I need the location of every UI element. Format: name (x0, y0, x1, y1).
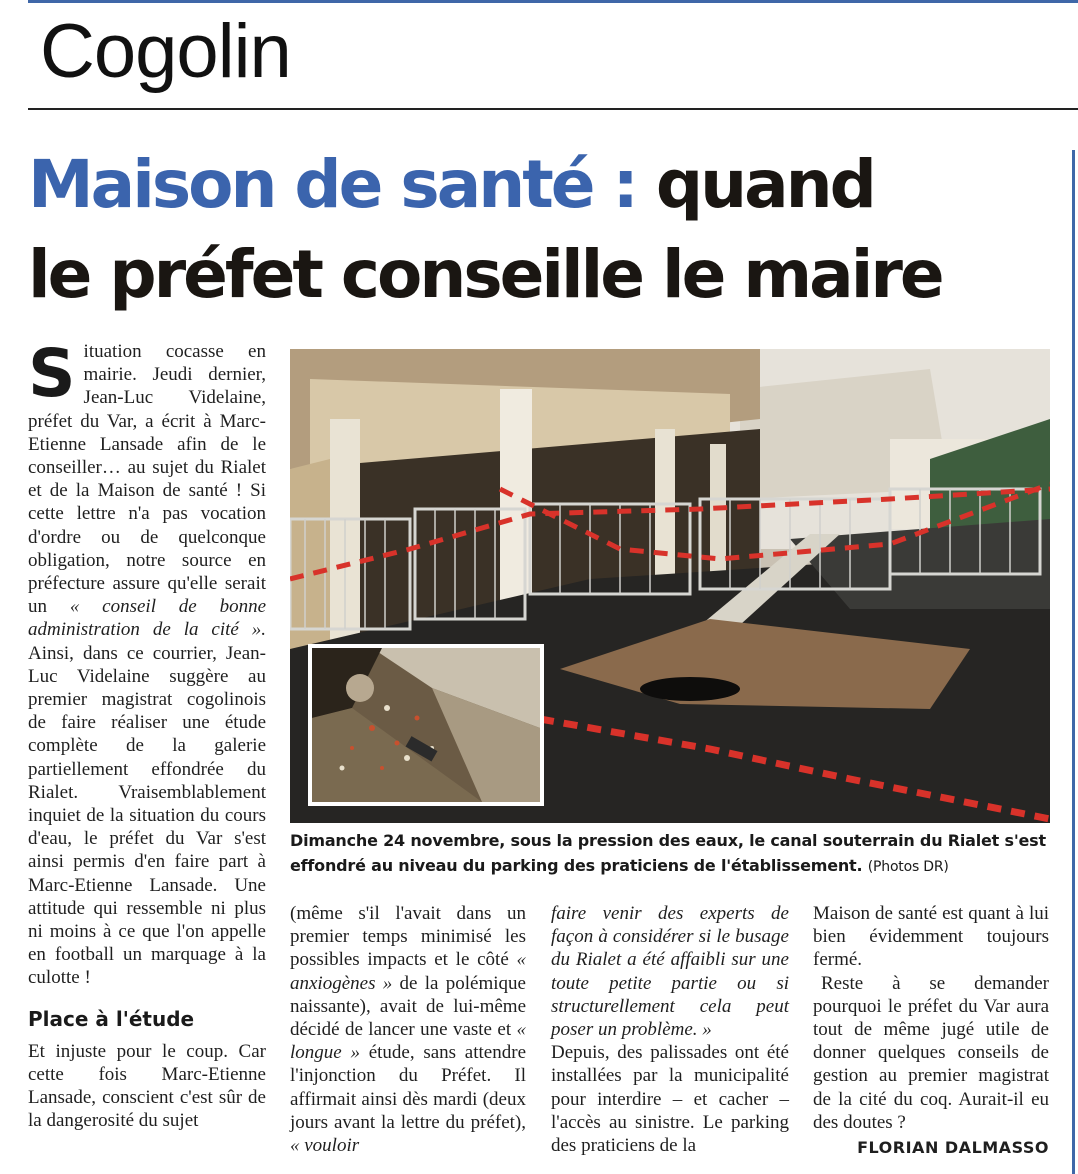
article-paragraph-2-part-2 (290, 902, 526, 1157)
photo-credit: (Photos DR) (867, 859, 949, 875)
subheading: Place à l'étude (28, 1006, 195, 1031)
byline: FLORIAN DALMASSO (857, 1138, 1049, 1158)
collapsed-culvert-inset-photo (312, 648, 540, 802)
article-column-3 (551, 902, 789, 1157)
paragraph-1-quote: « conseil de bonne administration de la cité ». (28, 596, 266, 641)
headline (28, 140, 1073, 320)
col2-quote-2: « longue » (290, 1019, 526, 1064)
headline-part-dark-2: le préfet conseille le maire (28, 236, 942, 313)
headline-part-blue: Maison de santé : (28, 146, 636, 223)
article-column-1 (28, 335, 266, 1133)
caption-text: Dimanche 24 novembre, sous la pression des eaux, le canal souterrain du Rialet s'est effondré au niveau du parking des praticiens de l'établissement. (290, 831, 1046, 875)
col2-quote-3: « vouloir (290, 1135, 360, 1157)
col3-quote (551, 902, 789, 1041)
article-paragraph-3-part-2: Maison de santé est quant à lui bien évidemment toujours fermé. (813, 903, 1049, 971)
article-paragraph-3-part-1: Depuis, des palissades ont été installées par la municipalité pour interdire – et cacher – l'accès au sinistre. Le parking des praticiens de la (551, 1042, 789, 1157)
section-title: Cogolin (40, 9, 291, 94)
paragraph-1-start: ituation cocasse en mairie. Jeudi dernier, Jean-Luc Videlaine, préfet du Var, a écrit à Marc-Etienne Lansade afin de le conseiller… au sujet du Rialet et de la Maison de santé ! Si cette lettre n'a pas vocation d'ordre ou de quelconque obligation, notre source en préfecture assure qu'elle serait un (28, 341, 266, 618)
drop-cap: S (28, 335, 76, 412)
photo-caption (290, 828, 1050, 880)
col3-quote-text: faire venir des experts de façon à considérer si le busage du Rialet a été affaibli sur une toute petite partie ou si structurellement cela peut poser un problème. » (551, 903, 789, 1041)
col2-text-c: étude, sans attendre l'injonction du Préfet. Il affirmait ainsi dès mardi (deux jours avant la lettre du préfet), (290, 1042, 526, 1133)
inset-photo (308, 644, 544, 806)
paragraph-1-end: Ainsi, dans ce courrier, Jean-Luc Videlaine suggère au premier magistrat cogolinois de faire réaliser une étude complète de la galerie partiellement effondrée du Rialet. Vraisemblablement inquiet de la situation du cours d'eau, le préfet du Var s'est ainsi permis d'en faire part à Marc-Etienne Lansade. Une attitude qui ressemble ni plus ni moins à ce que l'on appelle en football un marquage à la culotte ! (28, 642, 266, 989)
col2-quote-1: « anxiogènes » (290, 949, 526, 994)
article-paragraph-1 (28, 335, 266, 990)
headline-part-dark-1: quand (655, 146, 874, 223)
col2-text-a: (même s'il l'avait dans un premier temps minimisé les possibles impacts et le côté (290, 903, 526, 971)
article-paragraph-4: Reste à se demander pourquoi le préfet du Var aura tout de même jugé utile de donner quelques conseils de gestion au premier magistrat de la cité du coq. Aurait-il eu des doutes ? (813, 972, 1049, 1133)
article-paragraph-2-part-1: Et injuste pour le coup. Car cette fois Marc-Etienne Lansade, conscient c'est sûr de la dangerosité du sujet (28, 1040, 266, 1132)
article-column-4 (813, 902, 1049, 1159)
section-divider (28, 108, 1078, 110)
article-column-2 (290, 902, 526, 1157)
col2-text-b: de la polémique naissante), avait de lui-même décidé de lancer une vaste et (290, 972, 526, 1041)
